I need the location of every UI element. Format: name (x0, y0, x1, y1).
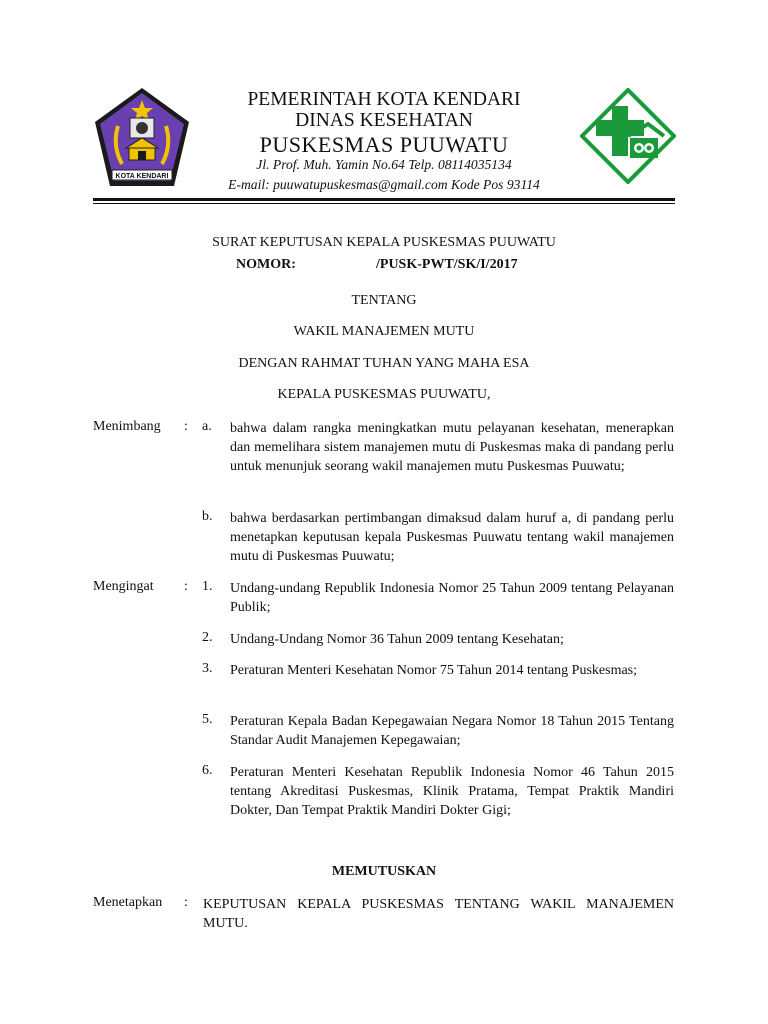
menimbang-item-a: bahwa dalam rangka meningkatkan mutu pelayanan kesehatan, menerapkan dan memelihara sistem manajemen mutu di Puskesmas maka di pandang perlu untuk menunjuk seorang wakil manajemen mutu Puskesmas Puuwatu; (230, 421, 674, 474)
mengingat-item-6: Peraturan Menteri Kesehatan Republik Indonesia Nomor 46 Tahun 2015 tentang Akreditasi Puskesmas, Klinik Pratama, Tempat Praktik Mandiri Dokter, Dan Tempat Praktik Mandiri Dokter Gigi; (230, 765, 674, 818)
menimbang-label: Menimbang (93, 419, 161, 434)
decree-number-value: /PUSK-PWT/SK/I/2017 (376, 257, 518, 272)
header-government: PEMERINTAH KOTA KENDARI (247, 89, 521, 110)
mengingat-item-3-marker: 3. (202, 661, 213, 676)
mengingat-item-2: Undang-Undang Nomor 36 Tahun 2009 tentang Kesehatan; (230, 632, 564, 647)
subject-heading: WAKIL MANAJEMEN MUTU (293, 324, 475, 339)
header-address: Jl. Prof. Muh. Yamin No.64 Telp. 08114035134 (256, 157, 512, 172)
mengingat-item-2-marker: 2. (202, 630, 213, 645)
decree-number-label: NOMOR: (236, 257, 296, 272)
menimbang-item-b-marker: b. (202, 509, 213, 524)
letterhead-divider-thick (93, 198, 675, 201)
tentang-heading: TENTANG (351, 293, 417, 308)
menetapkan-label: Menetapkan (93, 895, 163, 910)
mengingat-item-6-marker: 6. (202, 763, 213, 778)
letterhead-divider-thin (93, 203, 675, 204)
header-department: DINAS KESEHATAN (295, 110, 473, 131)
menimbang-item-a-marker: a. (202, 419, 212, 434)
mengingat-item-5-marker: 5. (202, 712, 213, 727)
memutuskan-heading: MEMUTUSKAN (331, 864, 437, 879)
menetapkan-colon: : (184, 895, 188, 910)
menimbang-colon: : (184, 419, 188, 434)
kota-kendari-logo-text: KOTA KENDARI (115, 173, 169, 180)
rahmat-heading: DENGAN RAHMAT TUHAN YANG MAHA ESA (238, 356, 530, 371)
mengingat-label: Mengingat (93, 579, 154, 594)
menimbang-item-b: bahwa berdasarkan pertimbangan dimaksud dalam huruf a, di pandang perlu menetapkan keputusan kepala Puskesmas Puuwatu tentang wakil manajemen mutu di Puskesmas Puuwatu; (230, 511, 674, 564)
mengingat-item-3: Peraturan Menteri Kesehatan Nomor 75 Tahun 2014 tentang Puskesmas; (230, 663, 638, 678)
mengingat-item-5: Peraturan Kepala Badan Kepegawaian Negara Nomor 18 Tahun 2015 Tentang Standar Audit Manajemen Kepegawaian; (230, 714, 674, 748)
decree-title: SURAT KEPUTUSAN KEPALA PUSKESMAS PUUWATU (212, 235, 556, 250)
menetapkan-text: KEPUTUSAN KEPALA PUSKESMAS TENTANG WAKIL MANAJEMEN MUTU. (203, 897, 674, 931)
mengingat-item-1: Undang-undang Republik Indonesia Nomor 25 Tahun 2009 tentang Pelayanan Publik; (230, 581, 674, 615)
mengingat-item-1-marker: 1. (202, 579, 213, 594)
header-contact: E-mail: puuwatupuskesmas@gmail.com Kode Pos 93114 (228, 177, 540, 192)
kepala-heading: KEPALA PUSKESMAS PUUWATU, (277, 387, 491, 402)
header-institution: PUSKESMAS PUUWATU (259, 132, 509, 157)
mengingat-colon: : (184, 579, 188, 594)
